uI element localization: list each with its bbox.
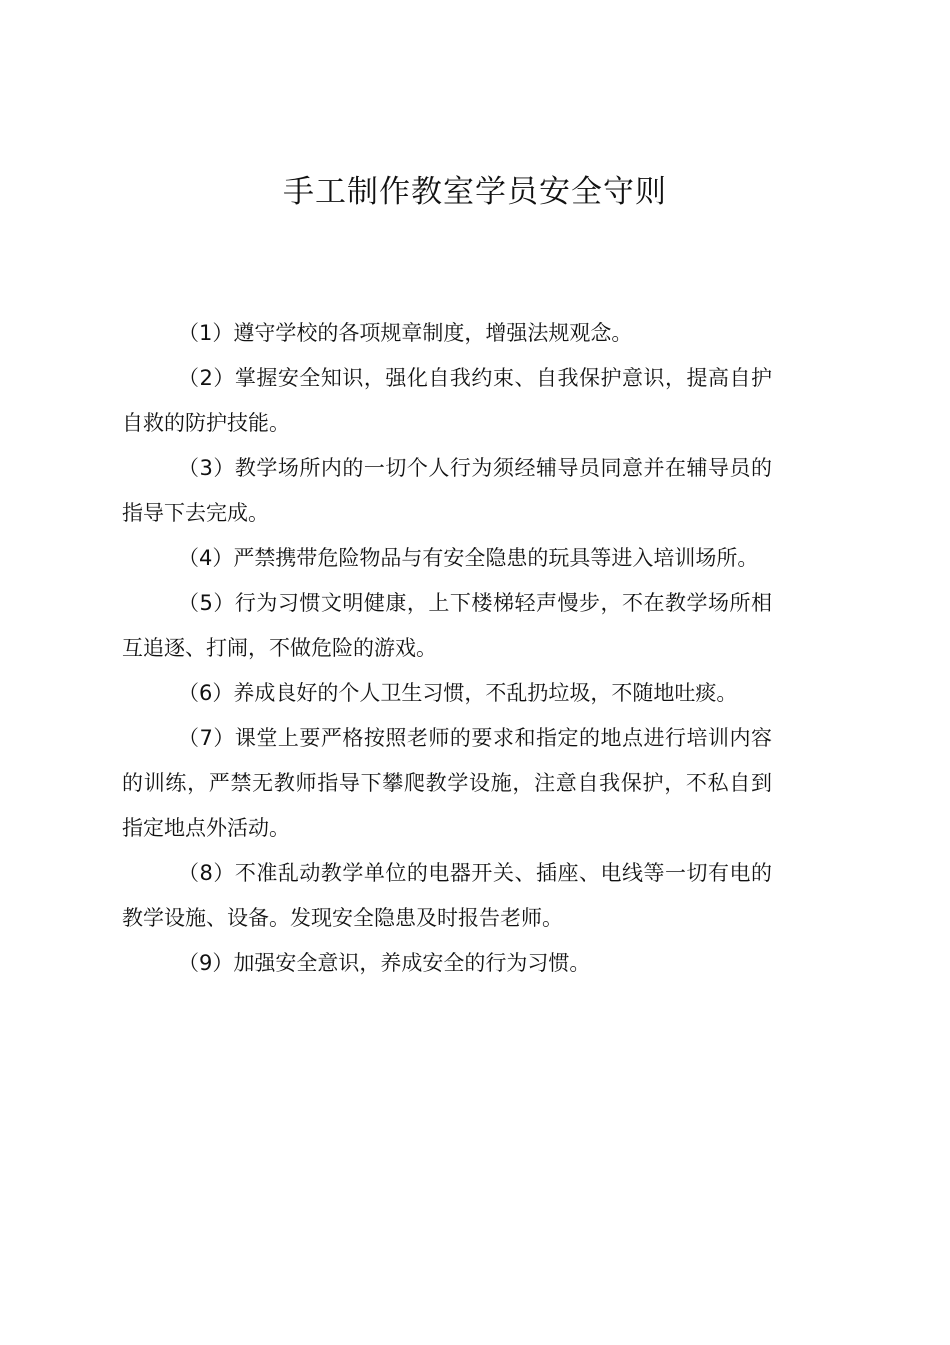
document-title: 手工制作教室学员安全守则 <box>283 174 667 210</box>
rule-item-3: （3）教学场所内的一切个人行为须经辅导员同意并在辅导员的指导下去完成。 <box>122 456 772 525</box>
rule-item-9: （9）加强安全意识，养成安全的行为习惯。 <box>178 951 591 975</box>
rule-item-7: （7）课堂上要严格按照老师的要求和指定的地点进行培训内容的训练，严禁无教师指导下攀爬教学设施，注意自我保护，不私自到指定地点外活动。 <box>122 726 772 840</box>
rules-list <box>122 311 772 986</box>
rule-item-1: （1）遵守学校的各项规章制度，增强法规观念。 <box>178 321 633 345</box>
rule-item-8: （8）不准乱动教学单位的电器开关、插座、电线等一切有电的教学设施、设备。发现安全隐患及时报告老师。 <box>122 861 772 930</box>
rule-item-6: （6）养成良好的个人卫生习惯，不乱扔垃圾，不随地吐痰。 <box>178 681 738 705</box>
rule-item-5: （5）行为习惯文明健康，上下楼梯轻声慢步，不在教学场所相互追逐、打闹，不做危险的游戏。 <box>122 591 772 660</box>
rule-item-2: （2）掌握安全知识，强化自我约束、自我保护意识，提高自护自救的防护技能。 <box>122 366 772 435</box>
rule-item-4: （4）严禁携带危险物品与有安全隐患的玩具等进入培训场所。 <box>178 546 759 570</box>
